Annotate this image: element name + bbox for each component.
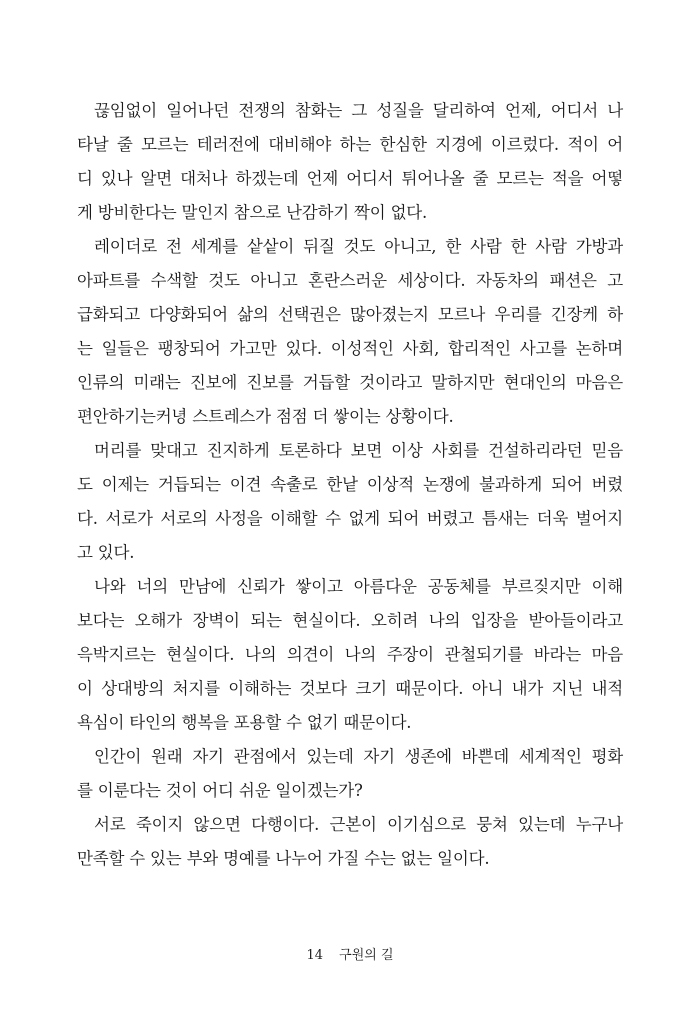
text-line: 머리를 맞대고 진지하게 토론하다 보면 이상 사회를 건설하리라던 믿음 [94,441,623,460]
text-line: 윽박지르는 현실이다. 나의 의견이 나의 주장이 관철되기를 바라는 마음 [77,645,623,664]
page-number: 14 [306,948,324,963]
paragraph-3 [77,434,623,570]
text-line: 다. 서로가 서로의 사정을 이해할 수 없게 되어 버렸고 틈새는 더욱 벌어지 [77,509,623,528]
book-title: 구원의 길 [339,948,394,963]
text-line: 를 이룬다는 것이 어디 쉬운 일이겠는가? [77,781,363,800]
text-line: 나와 너의 만남에 신뢰가 쌓이고 아름다운 공동체를 부르짖지만 이해 [94,577,623,596]
text-line: 인간이 원래 자기 관점에서 있는데 자기 생존에 바쁜데 세계적인 평화 [94,747,623,766]
text-line: 인류의 미래는 진보에 진보를 거듭할 것이라고 말하지만 현대인의 마음은 [77,373,623,392]
text-line: 레이더로 전 세계를 샅샅이 뒤질 것도 아니고, 한 사람 한 사람 가방과 [94,237,623,256]
page-body [77,94,623,876]
text-line: 고 있다. [77,543,135,562]
text-line: 도 이제는 거듭되는 이견 속출로 한낱 이상적 논쟁에 불과하게 되어 버렸 [77,475,623,494]
text-line: 아파트를 수색할 것도 아니고 혼란스러운 세상이다. 자동차의 패션은 고 [77,271,623,290]
text-line: 는 일들은 팽창되어 가고만 있다. 이성적인 사회, 합리적인 사고를 논하며 [77,339,623,358]
text-line: 디 있나 알면 대처나 하겠는데 언제 어디서 튀어나올 줄 모르는 적을 어떻 [77,169,623,188]
text-line: 급화되고 다양화되어 삶의 선택권은 많아졌는지 모르나 우리를 긴장케 하 [77,305,623,324]
text-line: 보다는 오해가 장벽이 되는 현실이다. 오히려 나의 입장을 받아들이라고 [77,611,623,630]
text-line: 이 상대방의 처지를 이해하는 것보다 크기 때문이다. 아니 내가 지닌 내적 [77,679,623,698]
text-line: 서로 죽이지 않으면 다행이다. 근본이 이기심으로 뭉쳐 있는데 누구나 [94,815,623,834]
paragraph-5 [77,740,623,808]
text-line: 편안하기는커녕 스트레스가 점점 더 쌓이는 상황이다. [77,407,454,426]
paragraph-6 [77,808,623,876]
paragraph-1 [77,94,623,230]
page-footer [0,944,700,963]
paragraph-2 [77,230,623,434]
text-line: 만족할 수 있는 부와 명예를 나누어 가질 수는 없는 일이다. [77,849,490,868]
text-line: 욕심이 타인의 행복을 포용할 수 없기 때문이다. [77,713,412,732]
text-line: 타날 줄 모르는 테러전에 대비해야 하는 한심한 지경에 이르렀다. 적이 어 [77,135,623,154]
text-line: 끊임없이 일어나던 전쟁의 참화는 그 성질을 달리하여 언제, 어디서 나 [94,101,624,120]
paragraph-4 [77,570,623,740]
text-line: 게 방비한다는 말인지 참으로 난감하기 짝이 없다. [77,203,428,222]
